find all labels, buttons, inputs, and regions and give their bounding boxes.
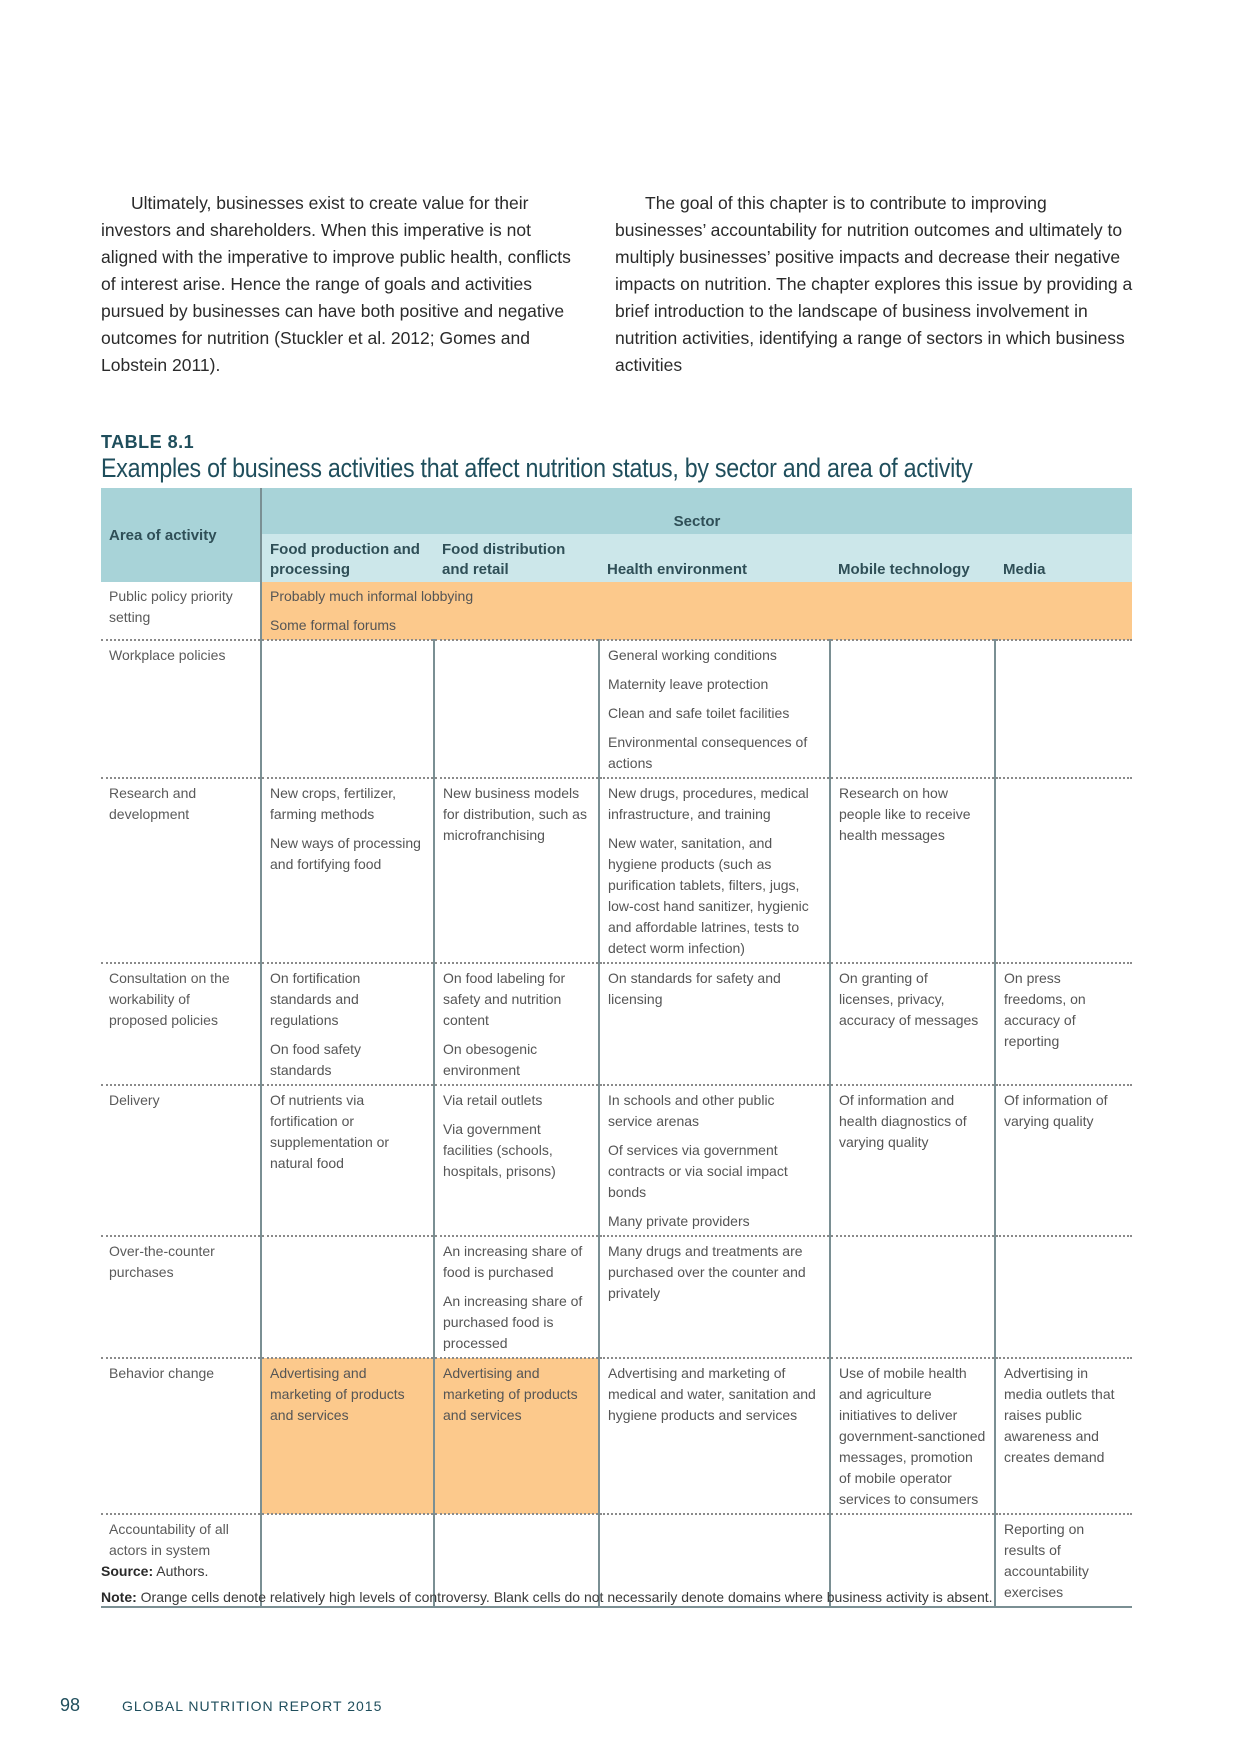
cell-entry: Clean and safe toilet facilities	[608, 705, 790, 721]
cell-entry: General working conditions	[608, 647, 777, 663]
table-cell	[261, 582, 1132, 640]
table-row	[101, 1236, 1132, 1358]
sector-header: Sector	[261, 488, 1132, 534]
table-cell	[599, 640, 830, 778]
table-row	[101, 640, 1132, 778]
row-label: Over-the-counter purchases	[101, 1236, 261, 1358]
cell-entry: Environmental consequences of actions	[608, 734, 808, 771]
table-cell	[261, 1358, 434, 1514]
row-label: Consultation on the workability of proposed policies	[101, 963, 261, 1085]
table-note	[101, 1589, 1141, 1605]
cell-entry: Many private providers	[608, 1213, 750, 1229]
note-label: Note:	[101, 1589, 137, 1605]
table-cell	[995, 1236, 1132, 1358]
cell-entry: On food safety standards	[270, 1041, 362, 1078]
row-label: Workplace policies	[101, 640, 261, 778]
table-cell	[434, 1085, 599, 1236]
table-cell	[599, 963, 830, 1085]
cell-entry: Use of mobile health and agriculture initiatives to deliver government-sanctioned messages, promotion of mobile operator services to consumers	[839, 1365, 986, 1507]
cell-entry: Probably much informal lobbying	[270, 588, 474, 604]
intro-right-paragraph: The goal of this chapter is to contribute to improving businesses’ accountability for nutrition outcomes and ultimately to multiply businesses’ positive impacts and decrease their negative impacts on nutrition. The chapter explores this issue by providing a brief introduction to the landscape of business involvement in nutrition activities, identifying a range of sectors in which business activities	[615, 193, 1133, 375]
table-row	[101, 582, 1132, 640]
table-cell	[261, 1236, 434, 1358]
page-number: 98	[60, 1695, 81, 1715]
table-title: Examples of business activities that affect nutrition status, by sector and area of activity	[101, 453, 973, 483]
table-cell	[995, 778, 1132, 963]
cell-entry: An increasing share of food is purchased	[443, 1243, 583, 1280]
cell-entry: Via retail outlets	[443, 1092, 543, 1108]
cell-entry: Of information of varying quality	[1004, 1092, 1108, 1129]
table-cell	[599, 778, 830, 963]
table-cell	[261, 778, 434, 963]
intro-right-column	[615, 190, 1135, 379]
table-label: TABLE 8.1	[101, 432, 195, 452]
table-cell	[830, 778, 995, 963]
cell-entry: Maternity leave protection	[608, 676, 769, 692]
table-cell	[830, 963, 995, 1085]
cell-entry: New water, sanitation, and hygiene products (such as purification tablets, filters, jugs, low-cost hand sanitizer, hygienic and affordable latrines, tests to detect worm infection)	[608, 835, 809, 956]
cell-entry: New business models for distribution, such as microfranchising	[443, 785, 587, 843]
table-cell	[261, 963, 434, 1085]
table-cell	[995, 1085, 1132, 1236]
table-cell	[995, 963, 1132, 1085]
table-cell	[830, 1358, 995, 1514]
row-label: Delivery	[101, 1085, 261, 1236]
table-cell	[434, 963, 599, 1085]
business-activities-table	[101, 488, 1132, 1608]
cell-entry: On press freedoms, on accuracy of reporting	[1004, 970, 1086, 1049]
column-header-food-production: Food production and processing	[261, 534, 434, 582]
table-cell	[434, 1236, 599, 1358]
cell-entry: Reporting on results of accountability exercises	[1004, 1521, 1089, 1600]
cell-entry: On obesogenic environment	[443, 1041, 538, 1078]
table-cell	[995, 640, 1132, 778]
cell-entry: Advertising in media outlets that raises public awareness and creates demand	[1004, 1365, 1115, 1465]
table-cell	[599, 1236, 830, 1358]
table-heading	[101, 432, 1141, 484]
table-source	[101, 1563, 208, 1579]
source-text: Authors.	[156, 1563, 209, 1579]
cell-entry: Many drugs and treatments are purchased over the counter and privately	[608, 1243, 806, 1301]
cell-entry: Via government facilities (schools, hospitals, prisons)	[443, 1121, 556, 1179]
column-header-food-distribution: Food distribution and retail	[434, 534, 599, 582]
row-label: Research and development	[101, 778, 261, 963]
cell-entry: Research on how people like to receive health messages	[839, 785, 971, 843]
cell-entry: In schools and other public service arenas	[608, 1092, 775, 1129]
table-cell	[434, 778, 599, 963]
row-label: Public policy priority setting	[101, 582, 261, 640]
table-cell	[830, 1085, 995, 1236]
cell-entry: Advertising and marketing of medical and water, sanitation and hygiene products and services	[608, 1365, 816, 1423]
cell-entry: New ways of processing and fortifying food	[270, 835, 421, 872]
cell-entry: Of information and health diagnostics of varying quality	[839, 1092, 967, 1150]
cell-entry: Of services via government contracts or via social impact bonds	[608, 1142, 788, 1200]
intro-left-column	[101, 190, 571, 379]
cell-entry: On fortification standards and regulations	[270, 970, 361, 1028]
source-label: Source:	[101, 1563, 154, 1579]
cell-entry: On granting of licenses, privacy, accuracy of messages	[839, 970, 979, 1028]
table-cell	[995, 1358, 1132, 1514]
note-text: Orange cells denote relatively high levels of controversy. Blank cells do not necessarily denote domains where business activity is absent.	[140, 1589, 993, 1605]
cell-entry: Advertising and marketing of products and services	[443, 1365, 578, 1423]
table-cell	[599, 1085, 830, 1236]
table-cell	[434, 1358, 599, 1514]
column-header-media: Media	[995, 534, 1132, 582]
cell-entry: Of nutrients via fortification or supplementation or natural food	[270, 1092, 390, 1171]
row-label: Behavior change	[101, 1358, 261, 1514]
cell-entry: On food labeling for safety and nutrition content	[443, 970, 566, 1028]
cell-entry: Some formal forums	[270, 617, 397, 633]
publication-title: GLOBAL NUTRITION REPORT 2015	[122, 1698, 383, 1714]
table-cell	[434, 640, 599, 778]
cell-entry: Advertising and marketing of products and services	[270, 1365, 405, 1423]
cell-entry: New drugs, procedures, medical infrastructure, and training	[608, 785, 809, 822]
table-row	[101, 963, 1132, 1085]
table-cell	[830, 1236, 995, 1358]
table-cell	[599, 1358, 830, 1514]
table-cell	[830, 640, 995, 778]
table-row	[101, 1085, 1132, 1236]
cell-entry: New crops, fertilizer, farming methods	[270, 785, 397, 822]
intro-left-paragraph: Ultimately, businesses exist to create value for their investors and shareholders. When this imperative is not aligned with the imperative to improve public health, conflicts of interest arise. Hence the range of goals and activities pursued by businesses can have both positive and negative outcomes for nutrition (Stuckler et al. 2012; Gomes and Lobstein 2011).	[101, 193, 571, 375]
area-of-activity-header: Area of activity	[101, 488, 261, 582]
column-header-health-environment: Health environment	[599, 534, 830, 582]
table-row	[101, 1358, 1132, 1514]
cell-entry: On standards for safety and licensing	[608, 970, 781, 1007]
table-cell	[261, 1085, 434, 1236]
cell-entry: An increasing share of purchased food is processed	[443, 1293, 583, 1351]
table-cell	[261, 640, 434, 778]
row-label: Accountability of all actors in system	[101, 1514, 261, 1607]
column-header-mobile-technology: Mobile technology	[830, 534, 995, 582]
table-row	[101, 778, 1132, 963]
